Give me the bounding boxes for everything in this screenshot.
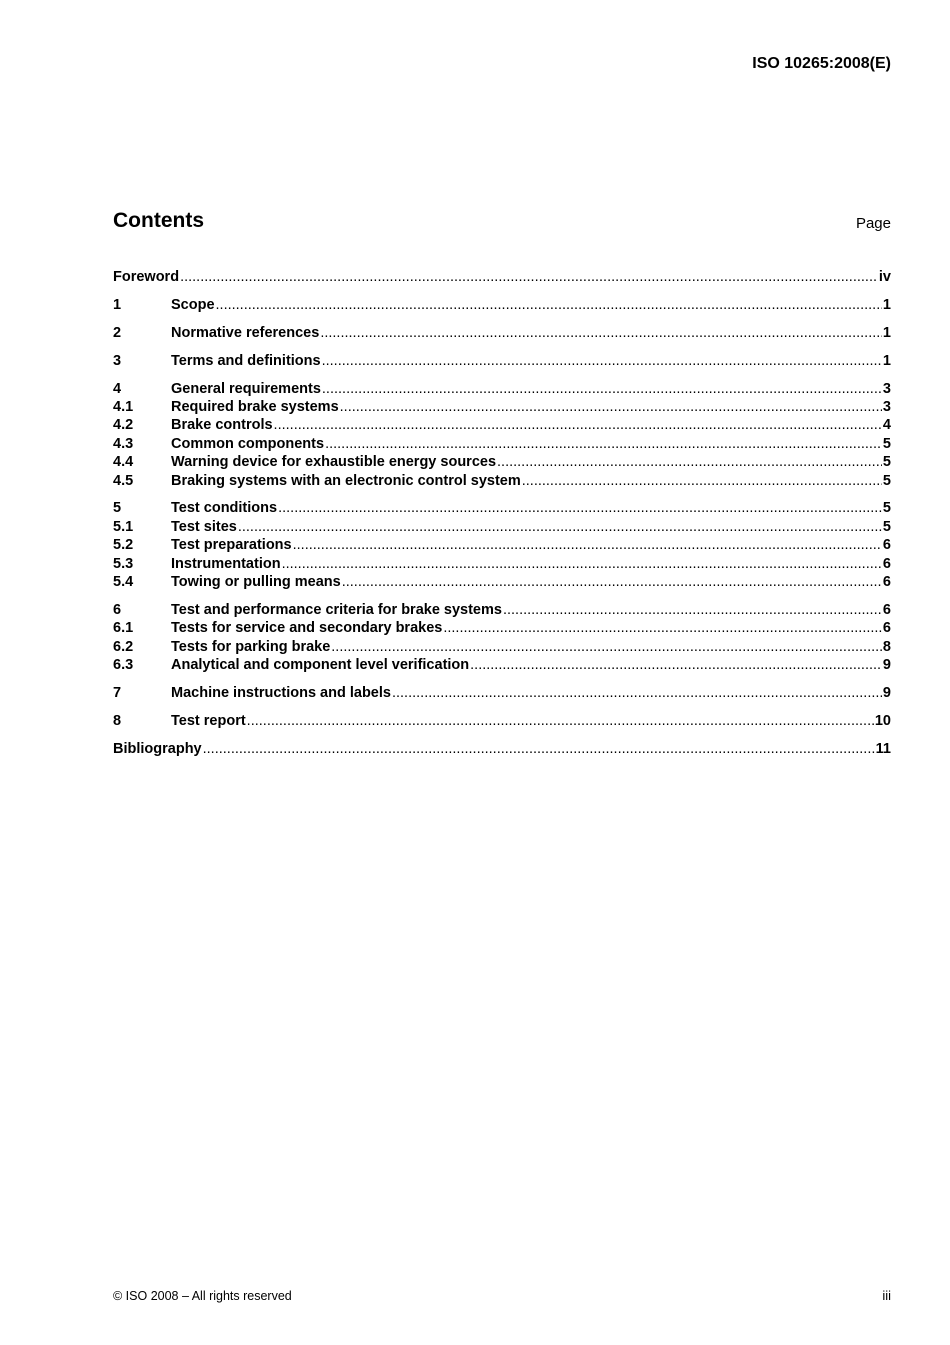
toc-entry-page: 3: [882, 380, 891, 397]
toc-entry-title: Warning device for exhaustible energy sources: [171, 454, 497, 471]
toc-entry-number: 5.1: [113, 518, 134, 535]
toc-entry-title: Instrumentation: [171, 555, 281, 572]
toc-entry[interactable]: [113, 380, 891, 398]
toc-dot-leader: [322, 352, 882, 370]
toc-entry-page: 5: [882, 454, 891, 471]
toc-entry-number: 7: [113, 684, 122, 701]
toc-entry-title: Bibliography: [113, 740, 202, 757]
toc-entry-number: 1: [113, 296, 122, 313]
toc-entry[interactable]: [113, 453, 891, 471]
toc-entry-number: 5.2: [113, 537, 134, 554]
toc-entry-number: 3: [113, 352, 122, 369]
toc-entry-number: 4.3: [113, 435, 134, 452]
toc-entry-page: 6: [882, 601, 891, 618]
toc-entry-title: Machine instructions and labels: [171, 684, 391, 701]
toc-entry-title: Test report: [171, 712, 246, 729]
toc-entry-title: Terms and definitions: [171, 352, 321, 369]
page-number: iii: [882, 1288, 891, 1303]
toc-entry-title: Scope: [171, 296, 215, 313]
toc-entry-title: Towing or pulling means: [171, 573, 341, 590]
toc-entry[interactable]: [113, 536, 891, 554]
toc-entry-number: 4.5: [113, 472, 134, 489]
toc-entry-title: Foreword: [113, 269, 180, 285]
toc-entry-number: 5.4: [113, 573, 134, 590]
toc-entry[interactable]: [113, 656, 891, 674]
toc-dot-leader: [522, 472, 882, 490]
toc-entry-page: 1: [882, 324, 891, 341]
toc-entry-page: 8: [882, 638, 891, 655]
toc-entry-title: Brake controls: [171, 417, 273, 434]
toc-entry-page: 5: [882, 435, 891, 452]
toc-entry-page: 3: [882, 398, 891, 415]
toc-entry-page: 5: [882, 518, 891, 535]
table-of-contents: [113, 268, 891, 758]
toc-dot-leader: [470, 656, 882, 674]
toc-entry[interactable]: [113, 398, 891, 416]
page-title: Contents: [113, 209, 204, 232]
toc-dot-leader: [392, 684, 882, 702]
toc-entry[interactable]: [113, 324, 891, 342]
toc-entry-number: 6: [113, 601, 122, 618]
toc-entry-number: 6.1: [113, 620, 134, 637]
toc-entry-title: Normative references: [171, 324, 320, 341]
toc-entry[interactable]: [113, 268, 891, 286]
toc-dot-leader: [320, 324, 882, 342]
toc-entry[interactable]: [113, 518, 891, 536]
toc-dot-leader: [503, 601, 882, 619]
toc-entry[interactable]: [113, 472, 891, 490]
toc-dot-leader: [278, 499, 882, 517]
toc-entry-title: Test sites: [171, 518, 237, 535]
toc-entry-number: 6.3: [113, 657, 134, 674]
toc-dot-leader: [325, 435, 882, 453]
toc-entry[interactable]: [113, 740, 891, 758]
toc-entry[interactable]: [113, 573, 891, 591]
toc-entry[interactable]: [113, 296, 891, 314]
toc-entry-number: 4.1: [113, 398, 134, 415]
toc-entry-page: 4: [882, 417, 891, 434]
document-id: ISO 10265:2008(E): [752, 55, 891, 72]
toc-entry[interactable]: [113, 684, 891, 702]
page-column-label: Page: [855, 215, 891, 232]
toc-entry-page: 11: [875, 740, 891, 757]
toc-entry[interactable]: [113, 619, 891, 637]
toc-entry-page: 1: [882, 296, 891, 313]
toc-entry[interactable]: [113, 555, 891, 573]
toc-entry[interactable]: [113, 712, 891, 730]
toc-entry-page: 9: [882, 657, 891, 674]
toc-entry-page: 6: [882, 537, 891, 554]
toc-entry-number: 4: [113, 380, 122, 397]
toc-entry-page: 10: [874, 712, 891, 729]
toc-entry[interactable]: [113, 435, 891, 453]
toc-entry-title: General requirements: [171, 380, 321, 397]
toc-entry-number: 5.3: [113, 555, 134, 572]
toc-dot-leader: [247, 712, 874, 730]
toc-entry-page: iv: [878, 269, 891, 285]
toc-dot-leader: [331, 638, 882, 656]
toc-entry-number: 4.4: [113, 454, 134, 471]
toc-dot-leader: [322, 380, 882, 398]
toc-entry-number: 6.2: [113, 638, 134, 655]
toc-entry-title: Tests for parking brake: [171, 638, 331, 655]
toc-dot-leader: [497, 453, 882, 471]
toc-entry[interactable]: [113, 499, 891, 517]
toc-dot-leader: [203, 740, 875, 758]
toc-entry-title: Test and performance criteria for brake systems: [171, 601, 502, 618]
toc-entry[interactable]: [113, 352, 891, 370]
toc-entry-title: Braking systems with an electronic control system: [171, 472, 521, 489]
toc-dot-leader: [340, 398, 882, 416]
toc-dot-leader: [274, 416, 882, 434]
toc-entry-title: Test preparations: [171, 537, 292, 554]
toc-dot-leader: [342, 573, 882, 591]
toc-entry-number: 5: [113, 500, 122, 517]
toc-entry-title: Tests for service and secondary brakes: [171, 620, 443, 637]
toc-entry[interactable]: [113, 416, 891, 434]
toc-entry-page: 5: [882, 472, 891, 489]
toc-entry-page: 6: [882, 620, 891, 637]
toc-entry-number: 8: [113, 712, 122, 729]
toc-entry-title: Common components: [171, 435, 325, 452]
toc-entry-title: Analytical and component level verification: [171, 657, 470, 674]
toc-entry-page: 9: [882, 684, 891, 701]
toc-dot-leader: [282, 555, 882, 573]
toc-entry-page: 6: [882, 573, 891, 590]
toc-dot-leader: [238, 518, 882, 536]
toc-entry-number: 2: [113, 324, 122, 341]
toc-entry[interactable]: [113, 601, 891, 619]
toc-entry-title: Required brake systems: [171, 398, 339, 415]
toc-entry-page: 6: [882, 555, 891, 572]
toc-entry[interactable]: [113, 638, 891, 656]
toc-entry-page: 5: [882, 500, 891, 517]
toc-dot-leader: [180, 268, 878, 286]
toc-entry-page: 1: [882, 352, 891, 369]
toc-dot-leader: [216, 296, 882, 314]
toc-dot-leader: [293, 536, 882, 554]
copyright-notice: © ISO 2008 – All rights reserved: [113, 1289, 292, 1303]
toc-entry-number: 4.2: [113, 417, 134, 434]
toc-entry-title: Test conditions: [171, 500, 278, 517]
toc-dot-leader: [443, 619, 882, 637]
